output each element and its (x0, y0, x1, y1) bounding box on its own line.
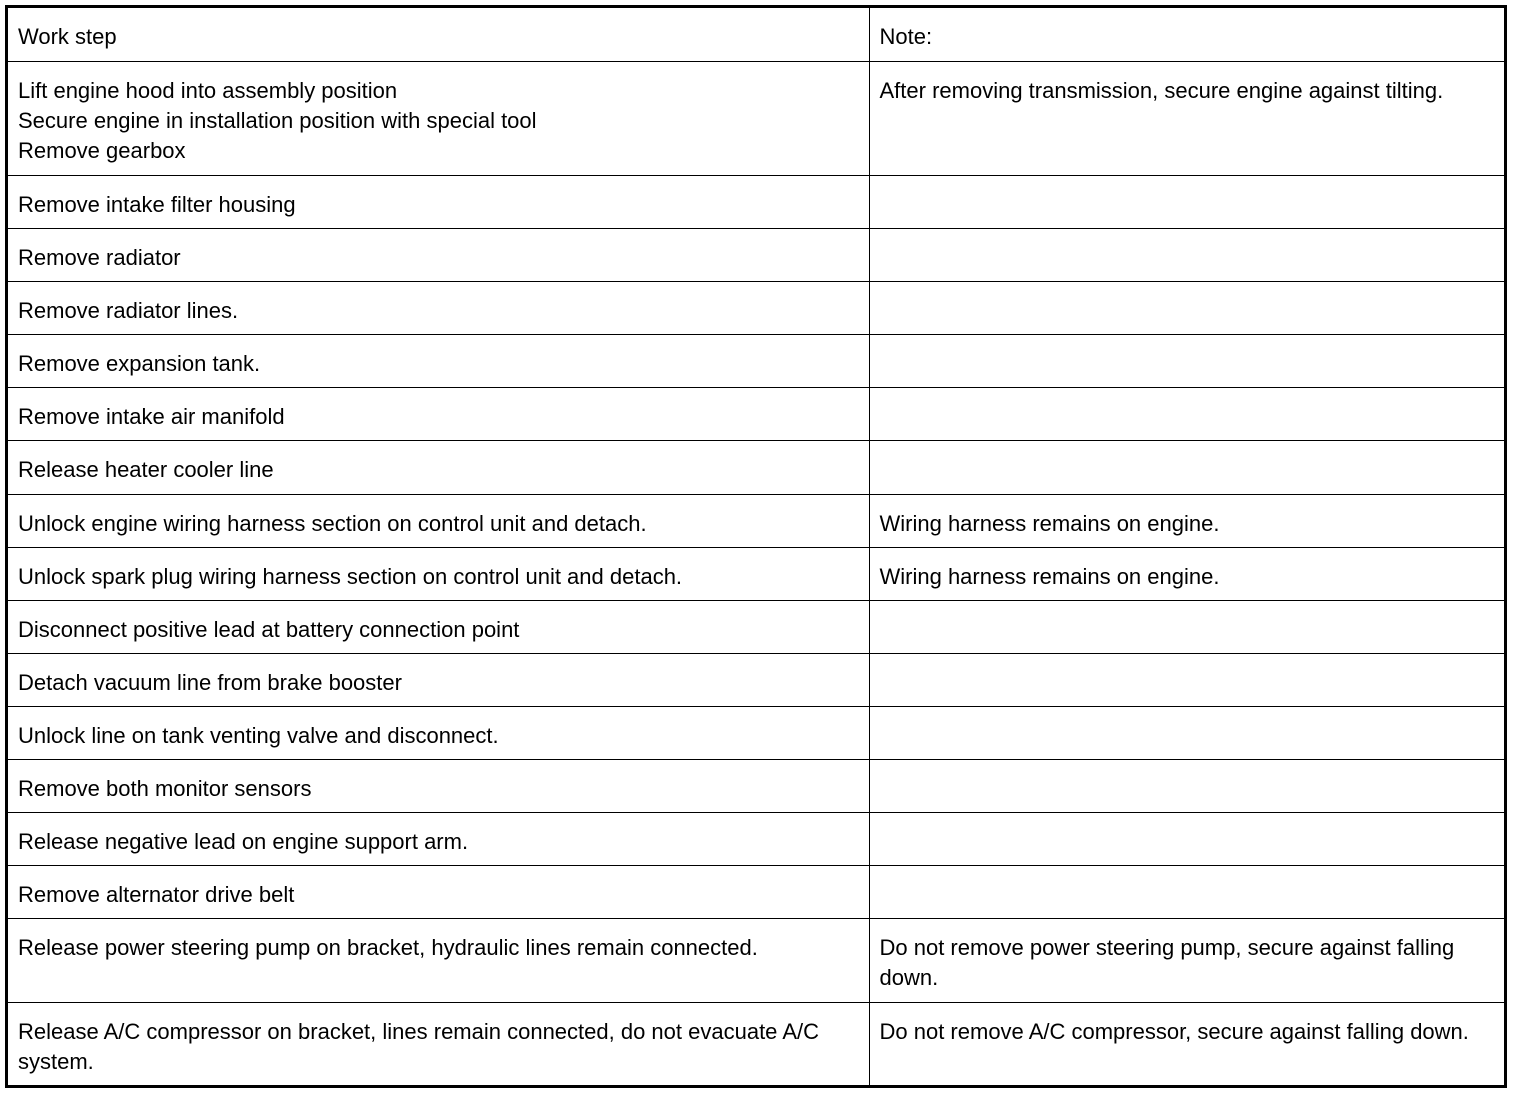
header-work-step: Work step (8, 8, 869, 61)
work-step-cell: Remove intake filter housing (8, 175, 869, 228)
table-header-row (8, 8, 1504, 61)
work-step-cell: Unlock spark plug wiring harness section on control unit and detach. (8, 547, 869, 600)
table-row (8, 1002, 1504, 1085)
note-cell (869, 388, 1504, 441)
table-row (8, 760, 1504, 813)
note-cell: Do not remove power steering pump, secure against falling down. (869, 919, 1504, 1002)
work-step-cell: Release negative lead on engine support arm. (8, 813, 869, 866)
note-cell: Do not remove A/C compressor, secure against falling down. (869, 1002, 1504, 1085)
note-cell (869, 653, 1504, 706)
work-step-cell: Lift engine hood into assembly position Secure engine in installation position with special tool Remove gearbox (8, 61, 869, 175)
table-row (8, 919, 1504, 1002)
note-cell (869, 282, 1504, 335)
table-row (8, 441, 1504, 494)
work-step-cell: Release A/C compressor on bracket, lines remain connected, do not evacuate A/C system. (8, 1002, 869, 1085)
note-cell (869, 706, 1504, 759)
work-step-cell: Detach vacuum line from brake booster (8, 653, 869, 706)
note-cell (869, 866, 1504, 919)
table-row (8, 653, 1504, 706)
work-step-cell: Remove radiator (8, 228, 869, 281)
table-row (8, 494, 1504, 547)
note-cell (869, 228, 1504, 281)
work-step-cell: Remove alternator drive belt (8, 866, 869, 919)
header-note: Note: (869, 8, 1504, 61)
table-row (8, 866, 1504, 919)
table-row (8, 335, 1504, 388)
note-cell (869, 175, 1504, 228)
work-step-cell: Unlock engine wiring harness section on control unit and detach. (8, 494, 869, 547)
note-cell: Wiring harness remains on engine. (869, 547, 1504, 600)
table-row (8, 706, 1504, 759)
work-step-cell: Remove intake air manifold (8, 388, 869, 441)
work-step-table-frame (5, 5, 1507, 1088)
table-row (8, 61, 1504, 175)
work-step-cell: Remove radiator lines. (8, 282, 869, 335)
table-row (8, 175, 1504, 228)
note-cell: Wiring harness remains on engine. (869, 494, 1504, 547)
note-cell (869, 335, 1504, 388)
table-row (8, 813, 1504, 866)
work-step-cell: Release power steering pump on bracket, hydraulic lines remain connected. (8, 919, 869, 1002)
table-row (8, 388, 1504, 441)
note-cell (869, 600, 1504, 653)
note-cell (869, 813, 1504, 866)
work-step-cell: Release heater cooler line (8, 441, 869, 494)
note-cell: After removing transmission, secure engine against tilting. (869, 61, 1504, 175)
table-row (8, 547, 1504, 600)
work-step-cell: Remove expansion tank. (8, 335, 869, 388)
note-cell (869, 441, 1504, 494)
table-row (8, 600, 1504, 653)
work-step-cell: Remove both monitor sensors (8, 760, 869, 813)
work-step-cell: Disconnect positive lead at battery connection point (8, 600, 869, 653)
table-row (8, 282, 1504, 335)
note-cell (869, 760, 1504, 813)
work-step-cell: Unlock line on tank venting valve and disconnect. (8, 706, 869, 759)
table-row (8, 228, 1504, 281)
work-step-table (8, 8, 1504, 1085)
